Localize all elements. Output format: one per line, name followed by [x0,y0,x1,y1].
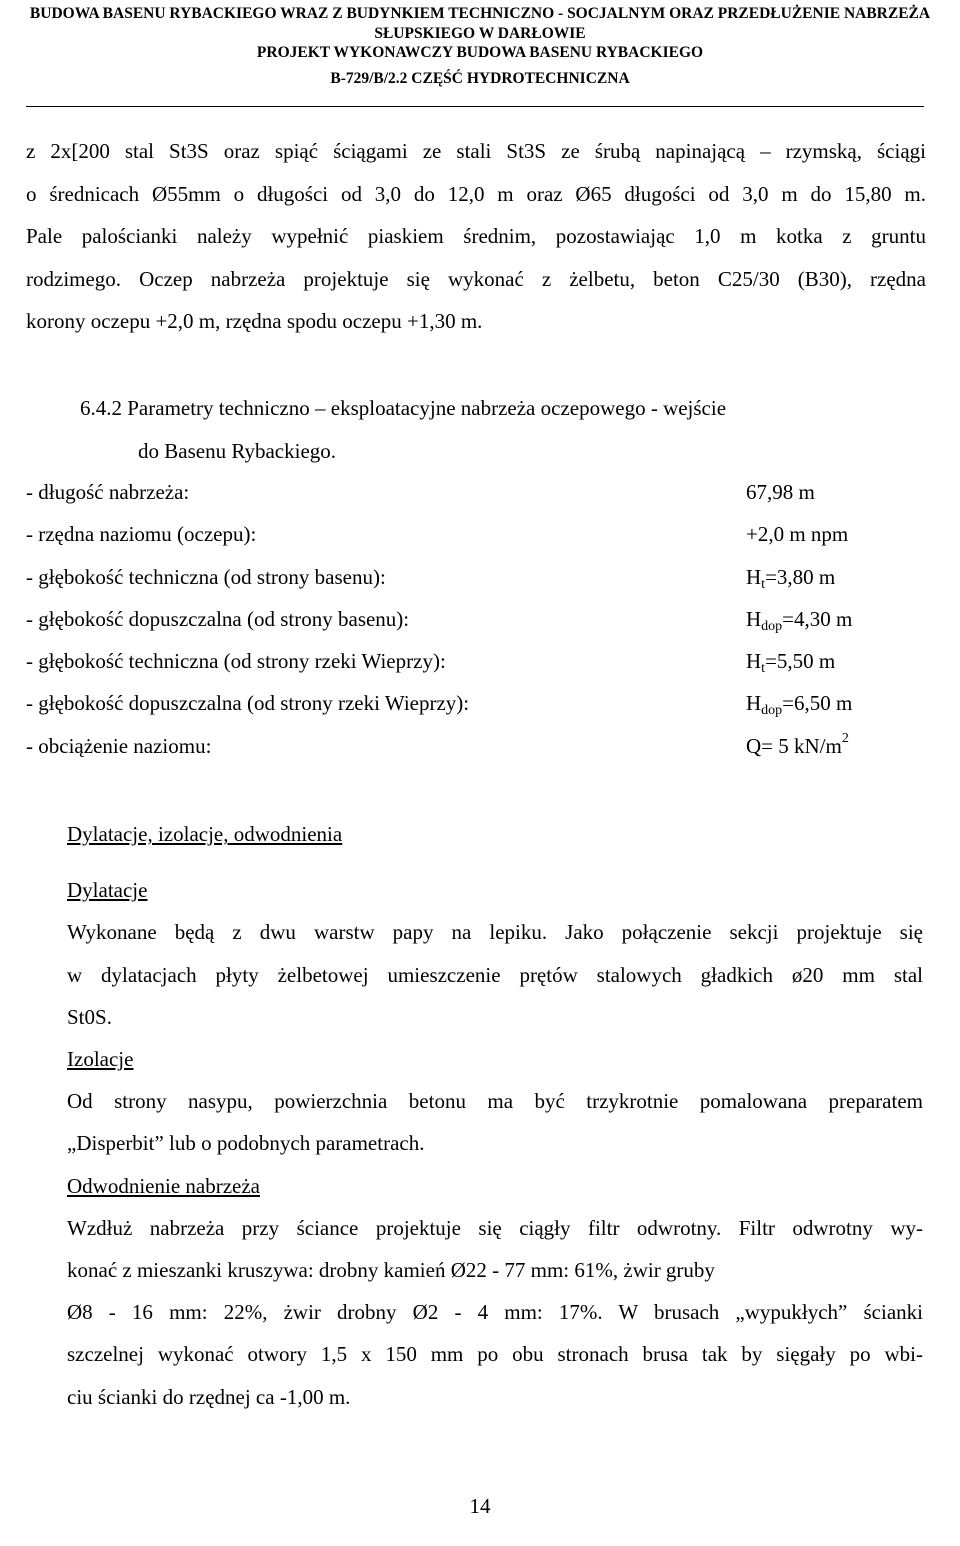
param-value: +2,0 m npm [746,522,849,547]
param-label: - głębokość dopuszczalna (od strony rzeki Wieprzy): [26,691,470,716]
intro-line: rodzimego. Oczep nabrzeża projektuje się wykonać z żelbetu, beton C25/30 (B30), rzędna [26,266,926,291]
dylatacje-line: Wykonane będą z dwu warstw papy na lepiku. Jako połączenie sekcji projektuje się [67,920,923,945]
param-value [746,640,835,682]
param-row [26,471,926,513]
parameters-list [26,471,926,767]
intro-line: Pale palościanki należy wypełnić piaskiem średnim, pozostawiając 1,0 m kotka z gruntu [26,224,926,248]
section-heading-line-2: do Basenu Rybackiego. [138,438,337,463]
param-row [26,513,926,555]
param-subscript: dop [761,703,783,719]
param-label: - głębokość dopuszczalna (od strony basenu): [26,606,410,631]
param-label: - głębokość techniczna (od strony basenu): [26,564,386,589]
param-subscript: t [761,576,766,592]
param-row [26,682,926,724]
param-subscript: t [761,661,766,677]
izolacje-line: „Disperbit” lub o podobnych parametrach. [67,1131,425,1156]
section-heading-line-1: 6.4.2 Parametry techniczno – eksploatacyjne nabrzeża oczepowego - wejście [80,396,727,420]
param-number: =6,50 m [782,691,853,716]
dylatacje-line: w dylatacjach płyty żelbetowej umieszczenie prętów stalowych gładkich ø20 mm stal [67,962,923,987]
header-line-2: SŁUPSKIEGO W DARŁOWIE [374,24,586,42]
param-superscript: 2 [841,730,849,746]
param-symbol: H [746,649,762,674]
page-number: 14 [469,1494,491,1518]
odwodnienie-line: szczelnej wykonać otwory 1,5 x 150 mm po obu stronach brusa tak by sięgały po wbi- [67,1342,923,1367]
header-line-4: B-729/B/2.2 CZĘŚĆ HYDROTECHNICZNA [330,69,630,87]
spacer [67,855,923,869]
param-row [26,640,926,682]
param-symbol: H [746,691,762,716]
param-number: =4,30 m [782,606,853,631]
param-label: - długość nabrzeża: [26,480,190,504]
header-divider [26,106,924,107]
param-value [746,598,852,640]
odwodnienie-line: Wzdłuż nabrzeża przy ściance projektuje się ciągły filtr odwrotny. Filtr odwrotny wy- [67,1215,923,1240]
param-number: =5,50 m [765,649,836,674]
section-title: Dylatacje, izolacje, odwodnienia [67,822,343,846]
subsection-title-dylatacje: Dylatacje [67,878,148,903]
subsection-title-izolacje: Izolacje [67,1047,134,1072]
param-row [26,725,926,767]
dylatacje-line: St0S. [67,1004,112,1029]
param-subscript: dop [761,618,783,634]
intro-line: z 2x[200 stal St3S oraz spiąć ściągami ze stali St3S ze śrubą napinającą – rzymską, ściągi [26,139,926,163]
param-number: =3,80 m [765,564,836,589]
param-label: - głębokość techniczna (od strony rzeki Wieprzy): [26,649,446,674]
section-heading [80,387,880,472]
param-label: - rzędna naziomu (oczepu): [26,522,257,547]
intro-line: o średnicach Ø55mm o długości od 3,0 do 12,0 m oraz Ø65 długości od 3,0 m do 15,80 m. [26,181,926,206]
intro-line: korony oczepu +2,0 m, rzędna spodu oczepu +1,30 m. [26,309,483,333]
param-symbol: H [746,606,762,631]
param-label: - obciążenie naziomu: [26,733,212,758]
param-value [746,682,852,724]
odwodnienie-line: ciu ścianki do rzędnej ca -1,00 m. [67,1384,351,1409]
param-row [26,598,926,640]
header-line-3: PROJEKT WYKONAWCZY BUDOWA BASENU RYBACKIEGO [256,44,704,61]
subsection-title-odwodnienie: Odwodnienie nabrzeża [67,1173,260,1198]
odwodnienie-line: konać z mieszanki kruszywa: drobny kamień Ø22 - 77 mm: 61%, żwir gruby [67,1258,715,1283]
param-value: 67,98 m [746,480,815,504]
param-row [26,556,926,598]
param-symbol: H [746,564,762,589]
header-line-1: BUDOWA BASENU RYBACKIEGO WRAZ Z BUDYNKIEM TECHNICZNO - SOCJALNYM ORAZ PRZEDŁUŻENIE NABRZEŻA [29,5,931,22]
param-value [746,556,835,598]
intro-paragraph [26,130,926,343]
dylatacje-section [67,813,923,1418]
param-value [746,725,849,767]
param-number: Q= 5 kN/m [746,733,842,758]
odwodnienie-line: Ø8 - 16 mm: 22%, żwir drobny Ø2 - 4 mm: 17%. W brusach „wypukłych” ścianki [67,1300,923,1325]
izolacje-line: Od strony nasypu, powierzchnia betonu ma być trzykrotnie pomalowana preparatem [67,1089,923,1114]
document-header [0,4,960,88]
